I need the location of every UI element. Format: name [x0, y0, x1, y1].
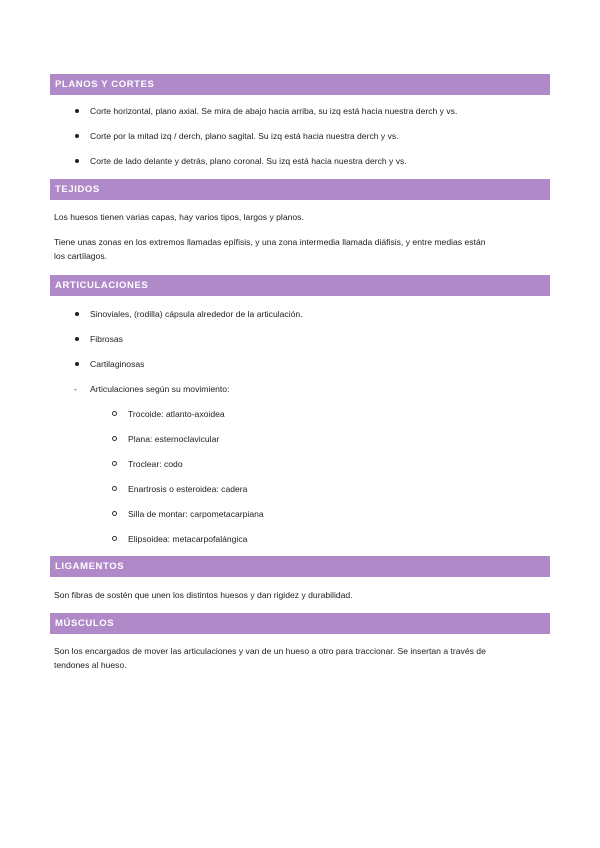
bullet-icon: [75, 109, 79, 113]
section-header-articulaciones: ARTICULACIONES: [50, 275, 550, 296]
paragraph-line: los cartílagos.: [54, 251, 108, 261]
circle-bullet-icon: [112, 511, 117, 516]
bullet-icon: [75, 312, 79, 316]
paragraph-line: tendones al hueso.: [54, 660, 127, 670]
dash-marker: -: [74, 384, 77, 394]
paragraph-line: Tiene unas zonas en los extremos llamadas epífisis, y una zona intermedia llamada diáfisis, y entre medias están: [54, 237, 486, 247]
bullet-icon: [75, 337, 79, 341]
section-header-musculos: MÚSCULOS: [50, 613, 550, 634]
bullet-icon: [75, 159, 79, 163]
circle-bullet-icon: [112, 436, 117, 441]
circle-bullet-icon: [112, 536, 117, 541]
section-header-ligamentos: LIGAMENTOS: [50, 556, 550, 577]
bullet-icon: [75, 134, 79, 138]
circle-bullet-icon: [112, 411, 117, 416]
paragraph: Los huesos tienen varias capas, hay varios tipos, largos y planos.: [54, 212, 304, 222]
bullet-icon: [75, 362, 79, 366]
circle-bullet-icon: [112, 486, 117, 491]
section-header-tejidos: TEJIDOS: [50, 179, 550, 200]
section-header-planos-y-cortes: PLANOS Y CORTES: [50, 74, 550, 95]
paragraph-line: Son los encargados de mover las articulaciones y van de un hueso a otro para traccionar. Se insertan a través de: [54, 646, 486, 656]
circle-bullet-icon: [112, 461, 117, 466]
paragraph: Son fibras de sostén que unen los distintos huesos y dan rigidez y durabilidad.: [54, 590, 353, 600]
